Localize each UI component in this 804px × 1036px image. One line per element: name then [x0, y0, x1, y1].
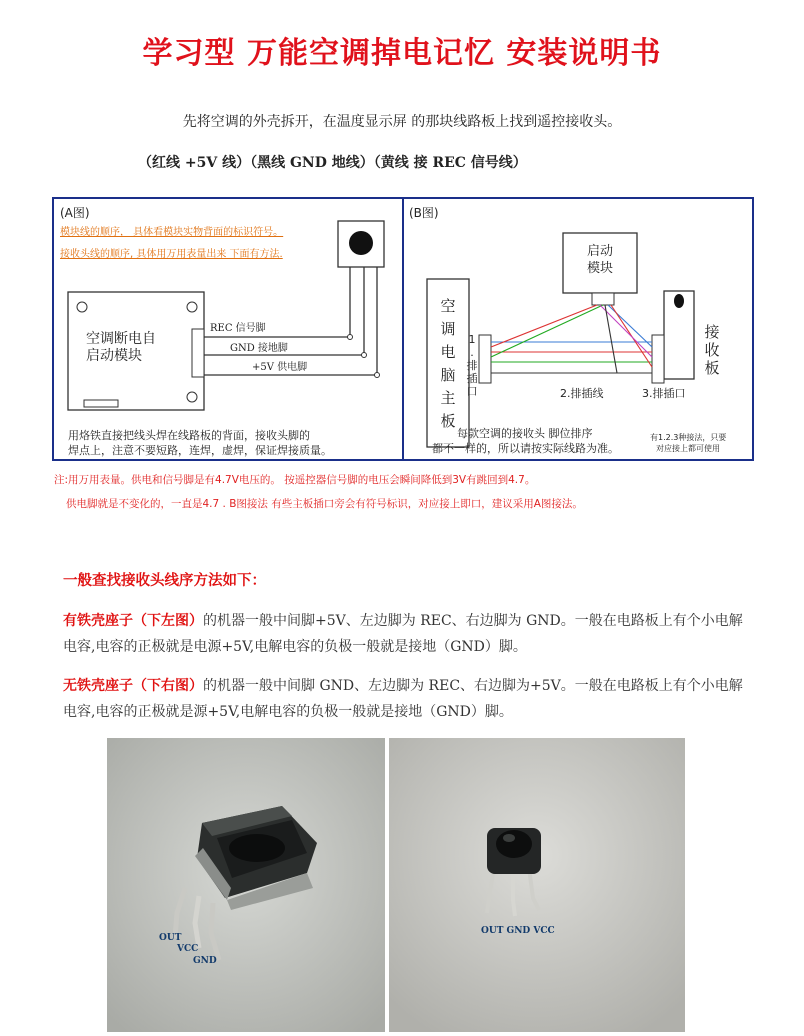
warning-note-1: 注:用万用表量。供电和信号脚是有4.7V电压的。 按遥控器信号脚的电压会瞬间降低到3V有跳回到4.7。	[54, 474, 536, 486]
paragraph-no-iron-shell	[63, 673, 753, 725]
diagram-b-label: (B图)	[409, 206, 439, 220]
paragraph-no-iron-shell-lead: 无铁壳座子（下右图）	[63, 678, 203, 694]
gnd-pin-label: GND 接地脚	[230, 343, 288, 354]
diagram-b-side-note-1: 有1.2.3种接法，只要	[650, 433, 727, 442]
receiver-board-text: 接收板	[704, 323, 720, 377]
module-label-2: 启动模块	[86, 348, 142, 364]
photo-iron-shell-receiver	[107, 738, 385, 1032]
receiver-head-lens	[349, 231, 373, 255]
diagram-a-note-1: 模块线的顺序， 具体看模块实物背面的标识符号。	[60, 227, 284, 238]
start-module-label-1: 启动	[586, 244, 614, 259]
socket-1-text: 1 .排插口	[466, 333, 478, 398]
intro-text: 先将空调的外壳拆开，在温度显示屏 的那块线路板上找到遥控接收头。	[182, 114, 622, 130]
wire-color-legend: （红线 +5V 线）（黑线 GND 地线）（黄线 接 REC 信号线）	[138, 155, 527, 171]
cable-label: 2.排插线	[560, 387, 604, 400]
diagram-b-caption-2: 都不一样的，所以请按实际线路为准。	[432, 442, 619, 455]
start-module-label-2: 模块	[586, 261, 614, 276]
rec-pin-label: REC 信号脚	[210, 323, 266, 334]
section-heading: 一般查找接收头线序方法如下：	[63, 573, 266, 589]
warning-note-2: 供电脚就是不变化的，一直是4.7 . B图接法 有些主板插口旁会有符号标识，对应接上即口，建议采用A图接法。	[66, 498, 583, 510]
paragraph-no-iron-shell-text: 的机器一般中间脚 GND、左边脚为 REC、右边脚为+5V。一般在电路板上有个小电解电容,电容的正极就是源+5V,电解电容的负极一般就是接地（GND）脚。	[63, 678, 743, 720]
module-label-1: 空调断电自	[86, 331, 156, 347]
diagram-b-side-note-2: 对应接上都可使用	[656, 444, 720, 453]
socket-3-label: 3.排插口	[642, 387, 686, 400]
paragraph-iron-shell	[63, 608, 753, 660]
vcc-pin-label: +5V 供电脚	[252, 362, 308, 373]
pin-labels-row: OUT GND VCC	[481, 926, 555, 936]
document-title: 学习型 万能空调掉电记忆 安装说明书	[142, 36, 662, 71]
diagram-a-caption-1: 用烙铁直接把线头焊在线路板的背面，接收头脚的	[68, 429, 310, 442]
pin-label-gnd: GND	[193, 956, 217, 966]
diagram-b-caption-1: 每款空调的接收头 脚位排序	[457, 427, 593, 440]
paragraph-iron-shell-lead: 有铁壳座子（下左图）	[63, 613, 203, 629]
diagram-a-caption-2: 焊点上，注意不要短路，连焊，虚焊，保证焊接质量。	[68, 444, 332, 457]
diagram-a-label: (A图)	[60, 206, 90, 220]
main-board-text: 空调电脑主板	[440, 297, 456, 430]
photo-no-shell-receiver	[389, 738, 685, 1032]
pin-label-out: OUT	[159, 933, 182, 943]
wiring-diagram	[52, 197, 755, 462]
pin-label-vcc: VCC	[177, 944, 199, 954]
diagram-a-note-2: 接收头线的顺序, 具体用万用表量出来 下面有方法.	[60, 249, 283, 260]
paragraph-iron-shell-text: 的机器一般中间脚+5V、左边脚为 REC、右边脚为 GND。一般在电路板上有个小电解电容,电容的正极就是电源+5V,电解电容的负极一般就是接地（GND）脚。	[63, 613, 743, 655]
receiver-board-vertical-text	[704, 323, 719, 377]
